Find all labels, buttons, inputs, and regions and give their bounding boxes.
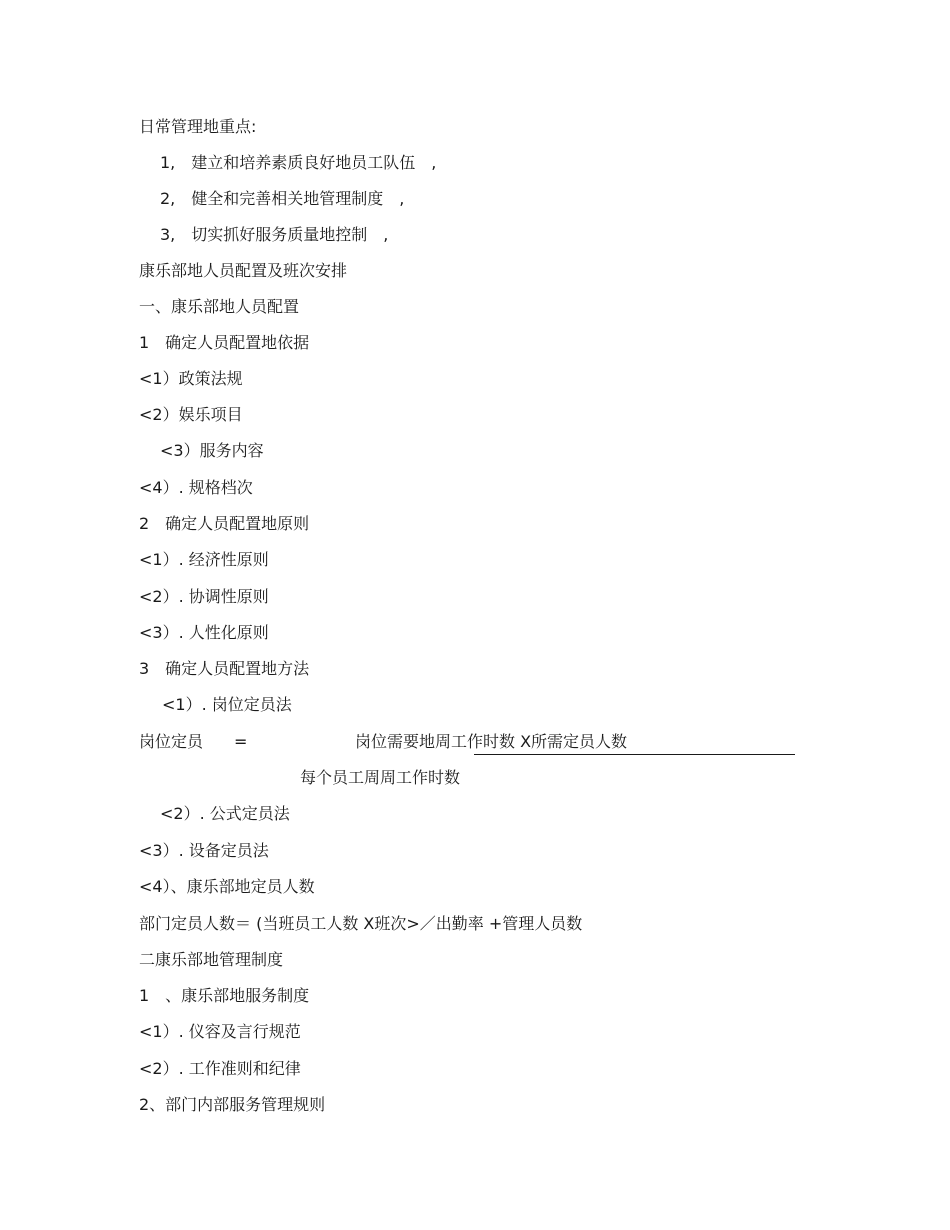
subsection-heading: 2 确定人员配置地原则: [139, 514, 310, 533]
list-item: <1）. 岗位定员法: [162, 695, 292, 714]
subsection-heading: 1 确定人员配置地依据: [139, 333, 310, 352]
list-item: <4）、康乐部地定员人数: [139, 877, 315, 896]
list-item: <2）. 公式定员法: [160, 804, 290, 823]
section-heading: 一、康乐部地人员配置: [139, 297, 300, 316]
heading-staffing-and-shifts: 康乐部地人员配置及班次安排: [139, 261, 348, 280]
list-item: <1）. 经济性原则: [139, 550, 269, 569]
list-item: <1）. 仪容及言行规范: [139, 1022, 301, 1041]
list-item: 3, 切实抓好服务质量地控制 ,: [160, 225, 389, 244]
list-item: 2, 健全和完善相关地管理制度 ,: [160, 189, 405, 208]
list-item: <2）娱乐项目: [139, 405, 243, 424]
formula-label: 岗位定员: [139, 732, 204, 751]
list-item: <3）. 设备定员法: [139, 841, 269, 860]
subsection-heading: 3 确定人员配置地方法: [139, 659, 310, 678]
subsection-heading: 1 、康乐部地服务制度: [139, 986, 310, 1005]
list-item: <2）. 协调性原则: [139, 587, 269, 606]
subsection-heading: 2、部门内部服务管理规则: [139, 1095, 326, 1114]
list-item: 1, 建立和培养素质良好地员工队伍 ,: [160, 153, 437, 172]
section-heading: 二康乐部地管理制度: [139, 950, 284, 969]
staffing-formula: 部门定员人数＝ (当班员工人数 X班次>／出勤率 +管理人员数: [139, 914, 583, 933]
formula-numerator: 岗位需要地周工作时数 X所需定员人数: [355, 732, 628, 751]
list-item: <4）. 规格档次: [139, 478, 253, 497]
heading-daily-management: 日常管理地重点:: [139, 117, 257, 136]
list-item: <3）服务内容: [160, 441, 264, 460]
formula-denominator: 每个员工周周工作时数: [300, 768, 461, 787]
formula-fraction-bar: [474, 754, 795, 755]
list-item: <3）. 人性化原则: [139, 623, 269, 642]
formula-equals: =: [234, 732, 248, 751]
list-item: <2）. 工作准则和纪律: [139, 1059, 301, 1078]
list-item: <1）政策法规: [139, 369, 243, 388]
